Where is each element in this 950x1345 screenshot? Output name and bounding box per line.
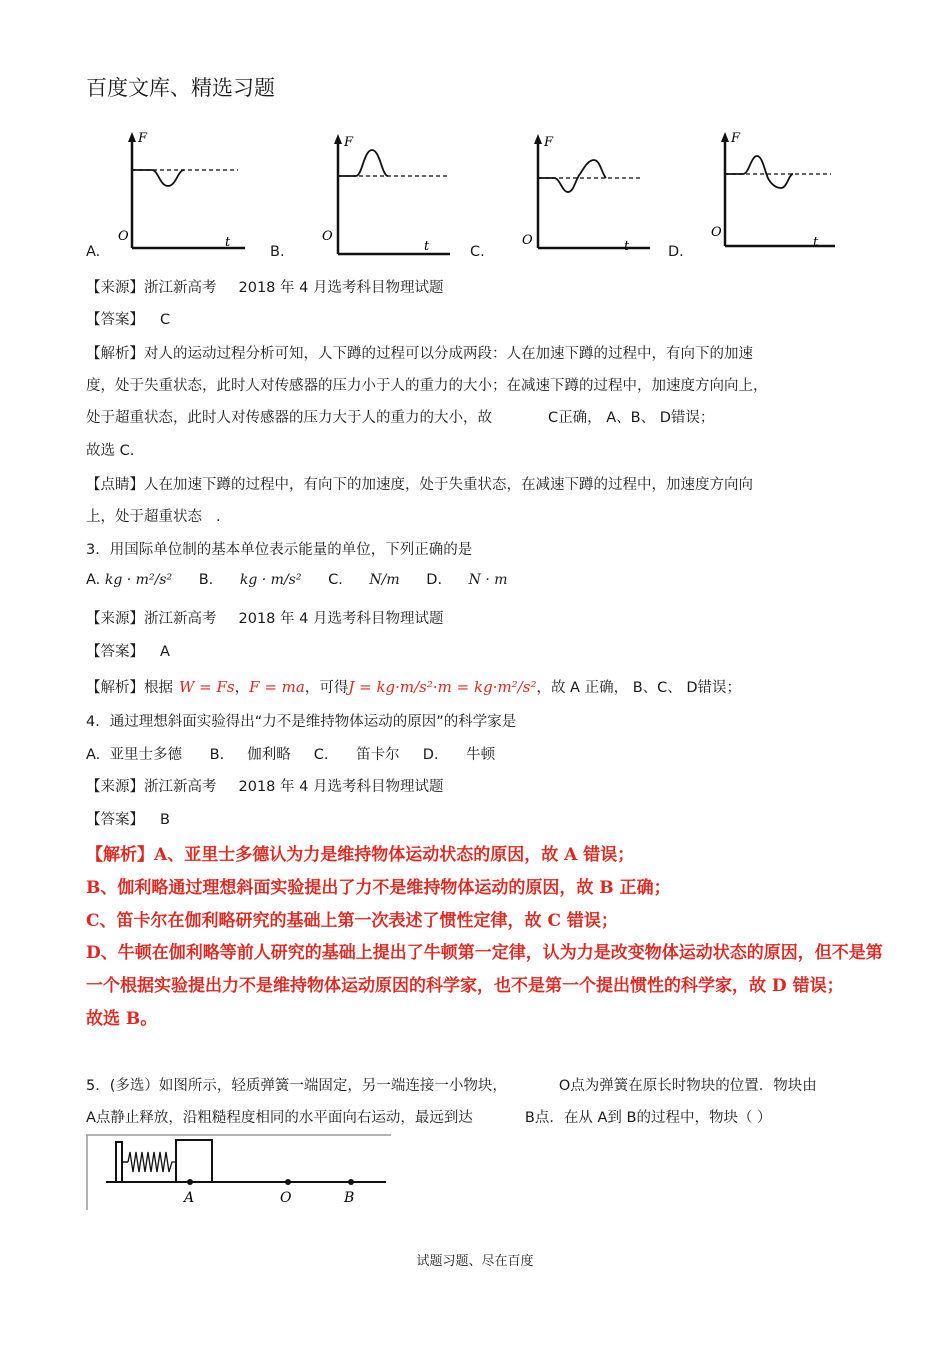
q3-options: A. kg · m²/s² B. kg · m/s² C. N/m D. N · m (86, 572, 508, 588)
q3-answer: 【答案】 A (86, 644, 170, 660)
q4-answer: 【答案】 B (86, 812, 170, 828)
q4-red-analysis-6: 故选 B。 (86, 1009, 158, 1029)
t-axis-label: t (624, 239, 630, 254)
q2-analysis-line2: 度，处于失重状态，此时人对传感器的压力小于人的重力的大小；在减速下蹲的过程中，加速度方向向上， (86, 378, 768, 394)
q3-option-c: N/m (369, 572, 400, 588)
q2-comment-line1: 【点睛】人在加速下蹲的过程中，有向下的加速度，处于失重状态，在减速下蹲的过程中，加速度方向向 (86, 477, 753, 493)
block (176, 1140, 212, 1182)
point-b (348, 1179, 354, 1185)
q4-red-analysis-5: 一个根据实验提出力不是维持物体运动原因的科学家，也不是第一个提出惯性的科学家，故 D 错误； (86, 976, 844, 996)
label-b: B (344, 1190, 355, 1206)
q4-red-analysis-4: D、牛顿在伽利略等前人研究的基础上提出了牛顿第一定律，认为力是改变物体运动状态的原因，但不是第 (86, 943, 883, 963)
q4-source: 【来源】浙江新高考 2018 年 4 月选考科目物理试题 (86, 779, 444, 795)
label-o: O (280, 1190, 292, 1206)
q3-source: 【来源】浙江新高考 2018 年 4 月选考科目物理试题 (86, 611, 444, 627)
q2-analysis-line3: 处于超重状态，此时人对传感器的压力大于人的重力的大小，故 C正确， A、B、 D错误； (86, 410, 715, 426)
formula-w-fs: W = Fs (179, 678, 235, 696)
force-graph-d (705, 128, 840, 258)
q4-red-analysis-3: C、笛卡尔在伽利略研究的基础上第一次表述了惯性定律，故 C 错误； (86, 911, 618, 931)
q5-stem-line1: 5．(多选）如图所示，轻质弹簧一端固定，另一端连接一小物块， O点为弹簧在原长时物块的位置．物块由 (86, 1078, 817, 1094)
f-axis-label: F (544, 135, 554, 150)
q3-option-a: kg · m²/s² (104, 572, 173, 588)
q3-option-b: kg · m/s² (239, 572, 302, 588)
q2-source: 【来源】浙江新高考 2018 年 4 月选考科目物理试题 (86, 280, 444, 296)
q5-stem-line2: A点静止释放，沿粗糙程度相同的水平面向右运动，最远到达 B点．在从 A到 B的过程中，物块（ ） (86, 1110, 772, 1126)
q2-answer: 【答案】 C (86, 312, 171, 328)
q4-options: A. 亚里士多德 B. 伽利略 C. 笛卡尔 D. 牛顿 (86, 747, 496, 763)
origin-label: O (711, 225, 722, 240)
graph-label-a: A. (86, 244, 101, 260)
spring (128, 1152, 176, 1172)
force-graph-b (318, 128, 458, 263)
q2-comment-line2: 上，处于超重状态 . (86, 509, 221, 525)
force-graph-c (518, 128, 658, 263)
q2-analysis-line4: 故选 C. (86, 443, 135, 459)
f-axis-label: F (731, 131, 741, 146)
t-axis-label: t (813, 235, 819, 250)
f-axis-label: F (138, 131, 148, 146)
t-axis-label: t (424, 239, 430, 254)
wall (116, 1142, 122, 1182)
graph-label-c: C. (470, 244, 485, 260)
page-header: 百度文库、精选习题 (86, 76, 275, 100)
q4-red-analysis-1: 【解析】A、亚里士多德认为力是维持物体运动状态的原因，故 A 错误； (86, 845, 635, 865)
force-curve (132, 170, 184, 186)
formula-joule: J = kg·m/s²·m = kg·m²/s² (348, 678, 537, 696)
graph-label-d: D. (668, 244, 684, 260)
q2-analysis-line1: 【解析】对人的运动过程分析可知，人下蹲的过程可以分成两段：人在加速下蹲的过程中，有向下的加速 (86, 346, 753, 362)
origin-label: O (522, 233, 533, 248)
force-graph-a (110, 128, 250, 256)
label-a: A (184, 1190, 195, 1206)
q4-red-analysis-2: B、伽利略通过理想斜面实验提出了力不是维持物体运动的原因，故 B 正确； (86, 878, 671, 898)
page-footer: 试题习题、尽在百度 (416, 1254, 534, 1269)
q4-stem: 4．通过理想斜面实验得出“力不是维持物体运动的原因”的科学家是 (86, 714, 517, 730)
formula-f-ma: F = ma (249, 678, 305, 696)
point-o (285, 1179, 291, 1185)
f-axis-label: F (344, 135, 354, 150)
q3-option-d: N · m (468, 572, 508, 588)
origin-label: O (322, 229, 333, 244)
t-axis-label: t (225, 235, 231, 250)
spring-block-diagram (86, 1132, 396, 1212)
point-a (187, 1179, 193, 1185)
q3-stem: 3．用国际单位制的基本单位表示能量的单位，下列正确的是 (86, 542, 473, 558)
graph-label-b: B. (270, 244, 285, 260)
q3-analysis: 【解析】根据 W = Fs，F = ma，可得J = kg·m/s²·m = kg·m²/s²，故 A 正确， B、C、 D错误； (86, 678, 742, 696)
origin-label: O (118, 229, 129, 244)
